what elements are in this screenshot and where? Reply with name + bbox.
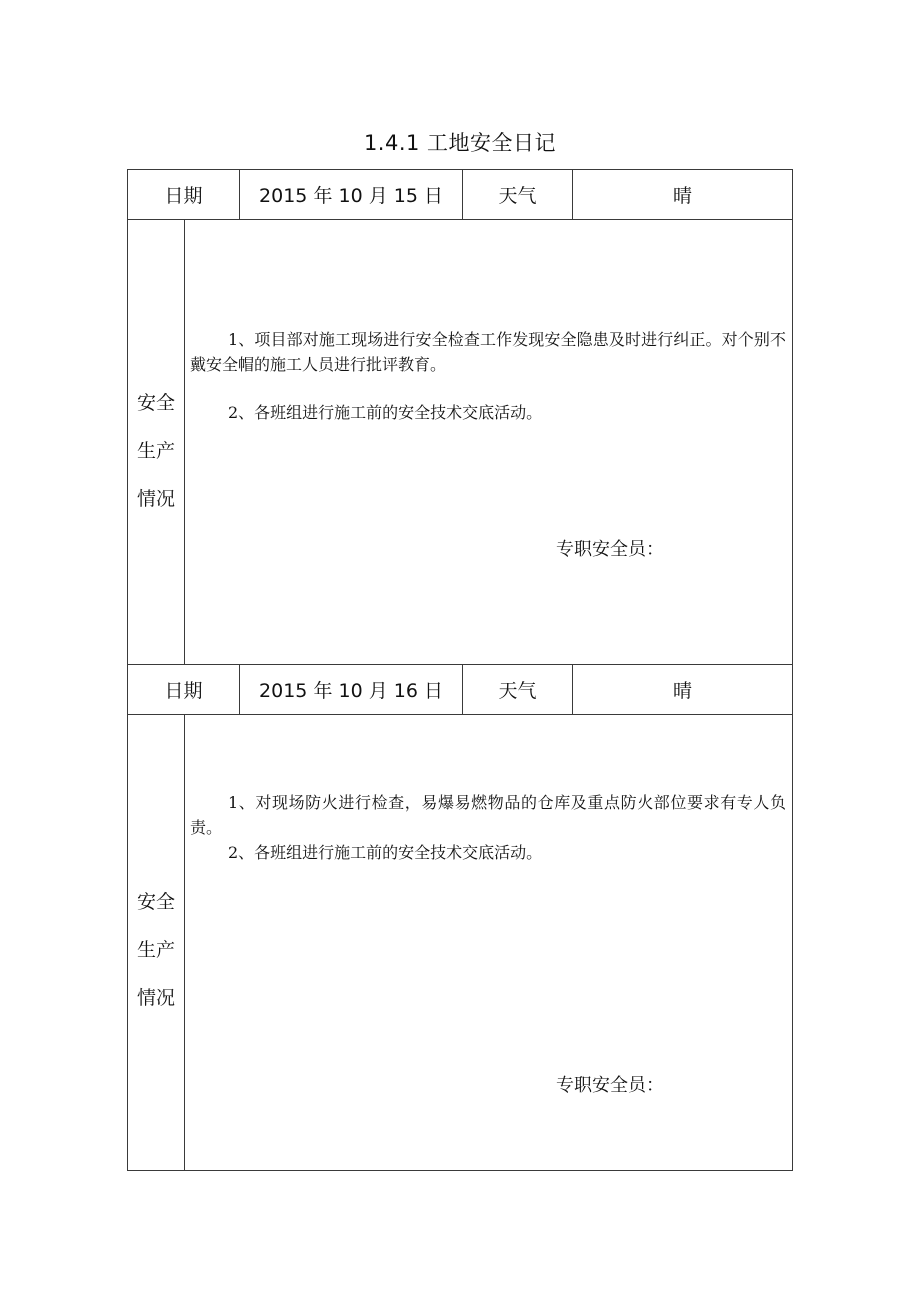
date-value: 2015 年 10 月 15 日 (259, 185, 443, 207)
section-label-line: 生产 (136, 939, 175, 961)
signature-label: 专职安全员： (556, 1075, 664, 1096)
section-label-line: 情况 (136, 987, 175, 1009)
weather-label: 天气 (498, 185, 537, 207)
page-title: 1.4.1 工地安全日记 (363, 131, 557, 155)
date-value: 2015 年 10 月 16 日 (259, 680, 443, 702)
section-label-line: 安全 (136, 392, 175, 414)
date-label: 日期 (164, 680, 203, 702)
weather-value: 晴 (672, 680, 692, 702)
table-border-right (792, 169, 793, 1171)
weather-label: 天气 (498, 680, 537, 702)
log-item: 2、各班组进行施工前的安全技术交底活动。 (228, 843, 543, 862)
section-label (128, 379, 184, 523)
log-item: 2、各班组进行施工前的安全技术交底活动。 (228, 403, 543, 422)
table-border-bottom (127, 1170, 793, 1171)
log-item: 1、对现场防火进行检查，易爆易燃物品的仓库及重点防火部位要求有专人负责。 (190, 793, 786, 837)
log-content (190, 790, 786, 865)
row-divider-1 (127, 219, 793, 220)
log-content (190, 327, 786, 425)
section-label-line: 安全 (136, 891, 175, 913)
log-item: 1、项目部对施工现场进行安全检查工作发现安全隐患及时进行纠正。对个别不戴安全帽的施工人员进行批评教育。 (190, 330, 786, 374)
section-label-line: 情况 (136, 488, 175, 510)
signature-label: 专职安全员： (556, 539, 664, 560)
section-label-line: 生产 (136, 440, 175, 462)
section-label (128, 878, 184, 1022)
col-divider (184, 219, 185, 665)
date-label: 日期 (164, 185, 203, 207)
col-divider (184, 714, 185, 1171)
row-divider-3 (127, 714, 793, 715)
weather-value: 晴 (672, 185, 692, 207)
